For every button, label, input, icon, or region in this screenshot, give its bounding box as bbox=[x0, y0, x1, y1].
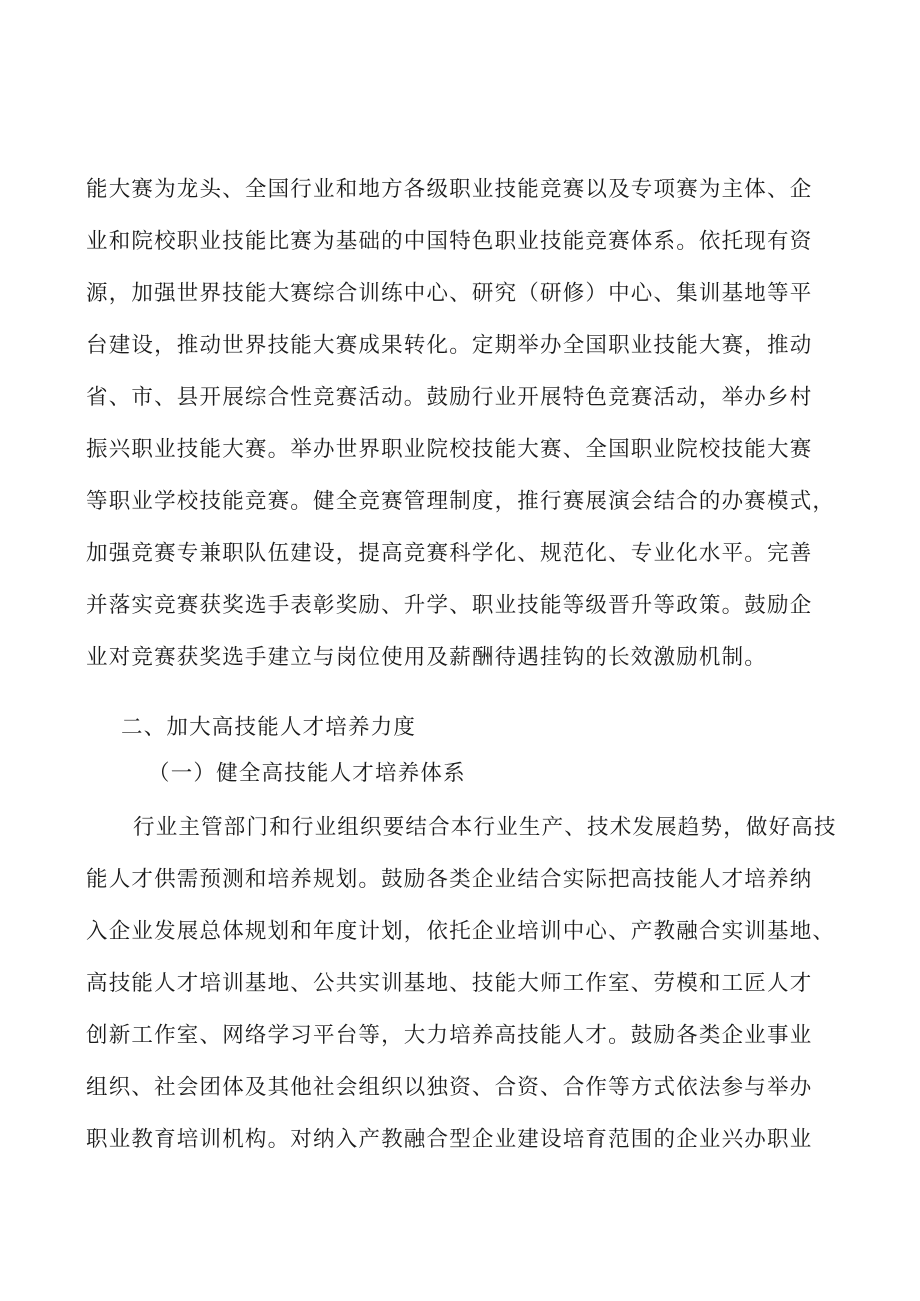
paragraph-line: 业和院校职业技能比赛为基础的中国特色职业技能竞赛体系。依托现有资 bbox=[86, 229, 813, 254]
paragraph-line: 业对竞赛获奖选手建立与岗位使用及薪酬待遇挂钩的长效激励机制。 bbox=[86, 645, 768, 670]
paragraph-line: 源，加强世界技能大赛综合训练中心、研究（研修）中心、集训基地等平 bbox=[86, 281, 813, 306]
paragraph-line: 入企业发展总体规划和年度计划，依托企业培训中心、产教融合实训基地、 bbox=[86, 919, 836, 944]
subsection-heading: （一）健全高技能人才培养体系 bbox=[148, 761, 466, 786]
paragraph-line: 创新工作室、网络学习平台等，大力培养高技能人才。鼓励各类企业事业 bbox=[86, 1023, 813, 1048]
paragraph-line: 振兴职业技能大赛。举办世界职业院校技能大赛、全国职业院校技能大赛 bbox=[86, 437, 813, 462]
paragraph-line: 能人才供需预测和培养规划。鼓励各类企业结合实际把高技能人才培养纳 bbox=[86, 867, 813, 892]
paragraph-line: 加强竞赛专兼职队伍建设，提高竞赛科学化、规范化、专业化水平。完善 bbox=[86, 541, 813, 566]
paragraph-line: 省、市、县开展综合性竞赛活动。鼓励行业开展特色竞赛活动，举办乡村 bbox=[86, 385, 813, 410]
paragraph-line: 并落实竞赛获奖选手表彰奖励、升学、职业技能等级晋升等政策。鼓励企 bbox=[86, 593, 813, 618]
paragraph-line: 职业教育培训机构。对纳入产教融合型企业建设培育范围的企业兴办职业 bbox=[86, 1127, 813, 1152]
paragraph-line: 行业主管部门和行业组织要结合本行业生产、技术发展趋势，做好高技 bbox=[133, 815, 837, 840]
section-heading: 二、加大高技能人才培养力度 bbox=[121, 715, 417, 740]
paragraph-line: 等职业学校技能竞赛。健全竞赛管理制度，推行赛展演会结合的办赛模式， bbox=[86, 489, 836, 514]
paragraph-line: 组织、社会团体及其他社会组织以独资、合资、合作等方式依法参与举办 bbox=[86, 1075, 813, 1100]
paragraph-line: 台建设，推动世界技能大赛成果转化。定期举办全国职业技能大赛，推动 bbox=[86, 333, 813, 358]
paragraph-line: 能大赛为龙头、全国行业和地方各级职业技能竞赛以及专项赛为主体、企 bbox=[86, 177, 813, 202]
paragraph-line: 高技能人才培训基地、公共实训基地、技能大师工作室、劳模和工匠人才 bbox=[86, 971, 813, 996]
